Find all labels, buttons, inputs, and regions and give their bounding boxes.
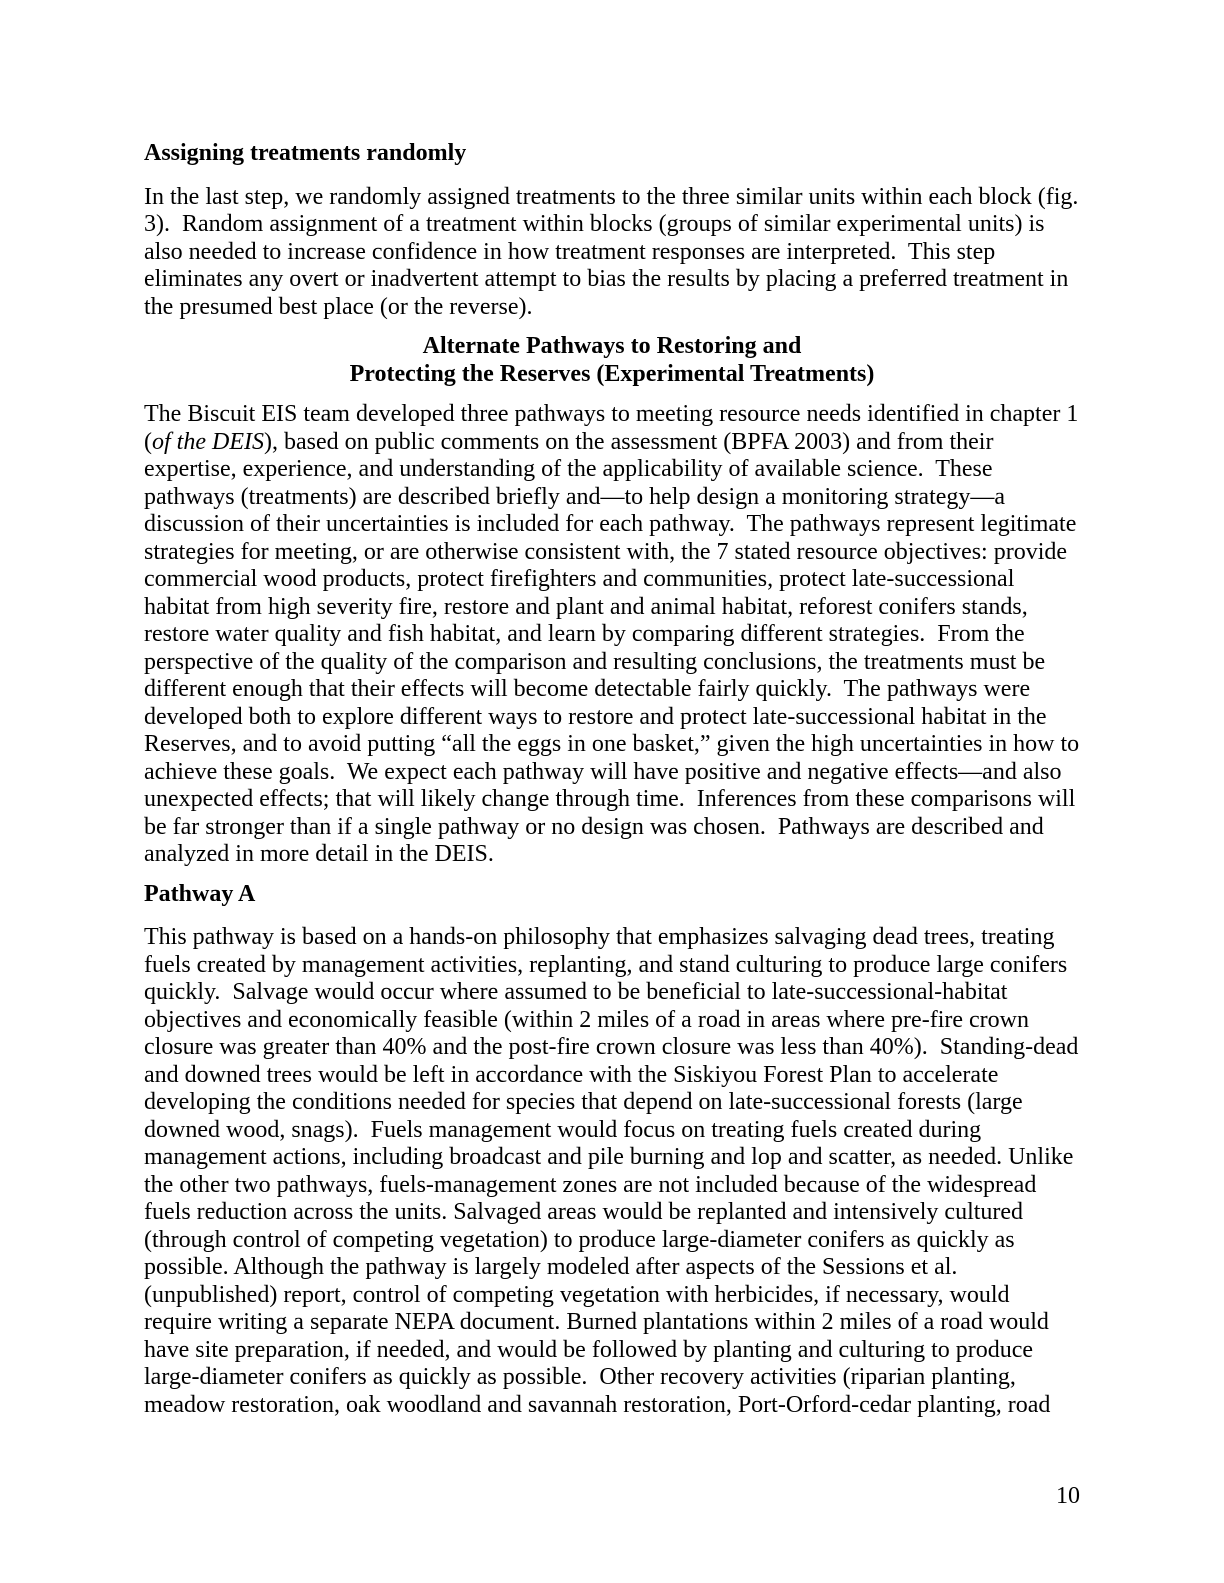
page-content bbox=[144, 140, 1086, 1431]
paragraph-assigning-treatments: In the last step, we randomly assigned treatments to the three similar units within each block (fig. 3). Random assignment of a treatment within blocks (groups of similar experimental units) is also needed to increase confidence in how treatment responses are interpreted. This step eliminates any overt or inadvertent attempt to bias the results by placing a preferred treatment in the presumed best place (or the reverse). bbox=[144, 183, 1085, 320]
heading-line-2: Protecting the Reserves (Experimental Treatments) bbox=[349, 360, 875, 387]
section-heading-alternate-pathways bbox=[144, 333, 1080, 388]
page-number: 10 bbox=[1056, 1483, 1080, 1509]
paragraph-pathway-a: This pathway is based on a hands-on philosophy that emphasizes salvaging dead trees, treating fuels created by management activities, replanting, and stand culturing to produce large conifers quickly. Salvage would occur where assumed to be beneficial to late-successional-habitat objectives and economically feasible (within 2 miles of a road in areas where pre-fire crown closure was greater than 40% and the post-fire crown closure was less than 40%). Standing-dead and downed trees would be left in accordance with the Siskiyou Forest Plan to accelerate developing the conditions needed for species that depend on late-successional forests (large downed wood, snags). Fuels management would focus on treating fuels created during management actions, including broadcast and pile burning and lop and scatter, as needed. Unlike the other two pathways, fuels-management zones are not included because of the widespread fuels reduction across the units. Salvaged areas would be replanted and intensively cultured (through control of competing vegetation) to produce large-diameter conifers as quickly as possible. Although the pathway is largely modeled after aspects of the Sessions et al. (unpublished) report, control of competing vegetation with herbicides, if necessary, would require writing a separate NEPA document. Burned plantations within 2 miles of a road would have site preparation, if needed, and would be followed by planting and culturing to produce large-diameter conifers as quickly as possible. Other recovery activities (riparian planting, meadow restoration, oak woodland and savannah restoration, Port-Orford-cedar planting, road bbox=[144, 924, 1085, 1418]
section-heading-pathway-a: Pathway A bbox=[144, 880, 256, 907]
paragraph-alternate-pathways bbox=[144, 401, 1086, 869]
heading-line-1: Alternate Pathways to Restoring and bbox=[422, 333, 802, 359]
section-heading-assigning-treatments: Assigning treatments randomly bbox=[144, 140, 467, 166]
paragraph-text-end: ), based on public comments on the assessment (BPFA 2003) and from their expertise, experience, and understanding of the applicability of available science. These pathways (treatments) are described briefly and—to help design a monitoring strategy—a discussion of their uncertainties is included for each pathway. The pathways represent legitimate strategies for meeting, or are otherwise consistent with, the 7 stated resource objectives: provide commercial wood products, protect firefighters and communities, protect late-successional habitat from high severity fire, restore and plant and animal habitat, reforest conifers stands, restore water quality and fish habitat, and learn by comparing different strategies. From the perspective of the quality of the comparison and resulting conclusions, the treatments must be different enough that their effects will become detectable fairly quickly. The pathways were developed both to explore different ways to restore and protect late-successional habitat in the Reserves, and to avoid putting “all the eggs in one basket,” given the high uncertainties in how to achieve these goals. We expect each pathway will have positive and negative effects—and also unexpected effects; that will likely change through time. Inferences from these comparisons will be far stronger than if a single pathway or no design was chosen. Pathways are described and analyzed in more detail in the DEIS. bbox=[144, 428, 1086, 867]
paragraph-text-start: The Biscuit EIS team developed three pathways to meeting resource needs identified in chapter 1 ( bbox=[144, 401, 1085, 455]
italic-deis-reference: of the DEIS bbox=[152, 428, 264, 455]
